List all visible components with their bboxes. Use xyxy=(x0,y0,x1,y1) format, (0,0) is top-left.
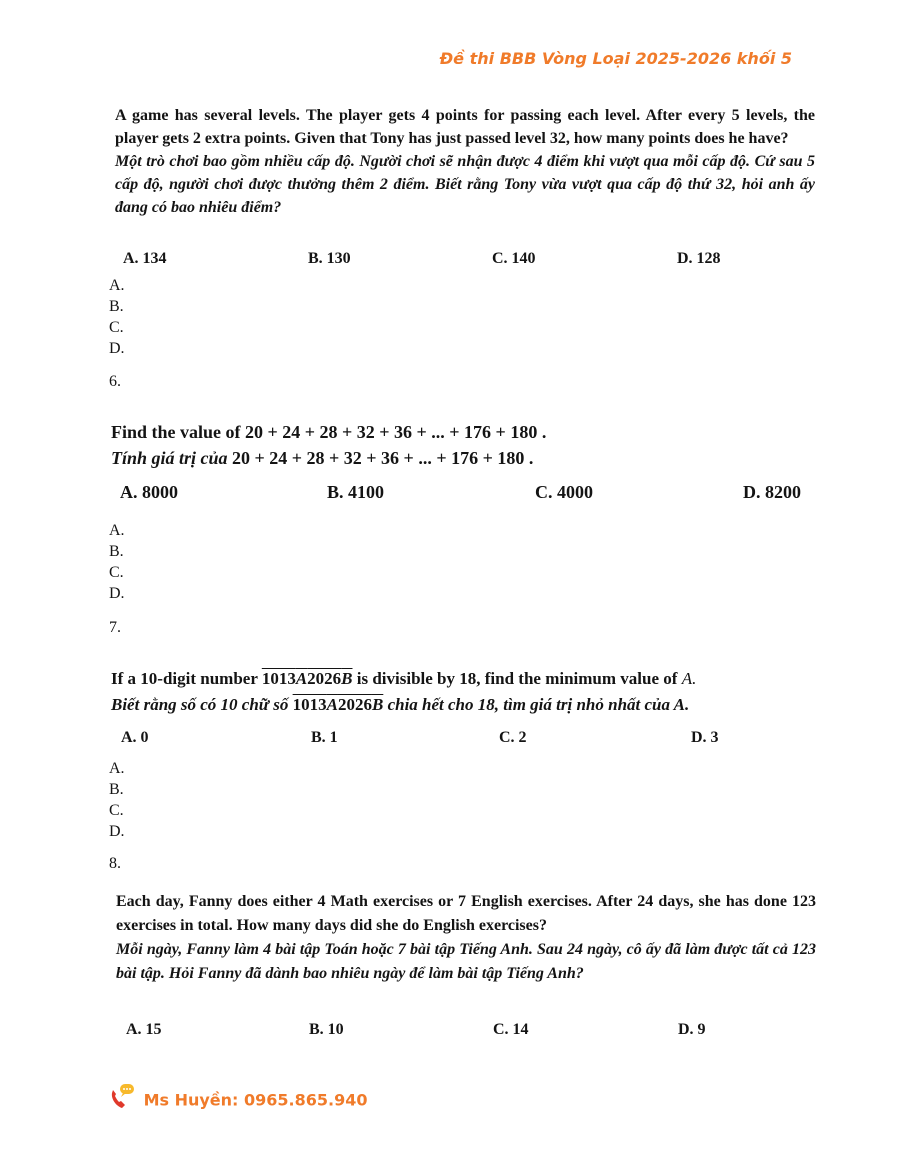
question-prefix-en: Find the value of xyxy=(111,422,241,442)
question-prefix-vi: Biết rằng số có 10 chữ số xyxy=(111,695,289,714)
answer-letter-d: D. xyxy=(109,585,125,602)
answer-letter-a: A. xyxy=(109,522,125,539)
question-text-vi: Mỗi ngày, Fanny làm 4 bài tập Toán hoặc 7 bài tập Tiếng Anh. Sau 24 ngày, cô ấy đã làm được tất cả 123 bài tập. Hỏi Fanny đã dành bao nhiêu ngày để làm bài tập Tiếng Anh? xyxy=(116,941,816,982)
question-number: 7. xyxy=(109,619,121,636)
question-suffix-en: is divisible by 18, find the minimum value of xyxy=(356,669,678,688)
answer-letter-c: C. xyxy=(109,564,124,581)
sum-expression: 20 + 24 + 28 + 32 + 36 + ... + 176 + 180 . xyxy=(245,422,547,442)
question-suffix-vi: chia hết cho 18, tìm giá trị nhỏ nhất của A. xyxy=(387,695,690,714)
choice-a[interactable]: A. 0 xyxy=(121,729,149,746)
choice-a[interactable]: A. 8000 xyxy=(120,482,178,502)
answer-letter-b: B. xyxy=(109,543,124,560)
footer-contact-text: Ms Huyền: 0965.865.940 xyxy=(143,1090,368,1110)
choices-row xyxy=(116,1021,816,1043)
choice-d[interactable]: D. 128 xyxy=(677,250,721,267)
choice-c[interactable]: C. 140 xyxy=(492,250,536,267)
choice-d[interactable]: D. 3 xyxy=(691,729,719,746)
choices-row xyxy=(111,729,811,751)
question-text-en: Each day, Fanny does either 4 Math exercises or 7 English exercises. After 24 days, she has done 123 exercises in total. How many days did she do English exercises? xyxy=(116,893,816,934)
question-prefix-en: If a 10-digit number xyxy=(111,669,258,688)
answer-letters xyxy=(109,275,125,359)
answer-letter-a: A. xyxy=(109,277,125,294)
choice-d[interactable]: D. 8200 xyxy=(743,482,801,502)
question-8 xyxy=(116,890,816,986)
footer-contact xyxy=(108,1087,368,1115)
choice-b[interactable]: B. 10 xyxy=(309,1021,344,1038)
question-text-en xyxy=(111,666,821,692)
choice-b[interactable]: B. 4100 xyxy=(327,482,385,502)
phone-chat-icon xyxy=(108,1083,138,1111)
question-text-vi xyxy=(111,445,811,471)
question-6 xyxy=(111,419,811,471)
ten-digit-number: 1013A2026B xyxy=(261,669,353,688)
question-text-en: A game has several levels. The player gets 4 points for passing each level. After every 5 levels, the player gets 2 extra points. Given that Tony has just passed level 32, how many points does he have? xyxy=(115,107,815,147)
choices-row xyxy=(115,250,815,272)
ten-digit-number: 1013A2026B xyxy=(292,695,384,714)
choice-c[interactable]: C. 4000 xyxy=(535,482,593,502)
page-header-title: Đề thi BBB Vòng Loại 2025-2026 khối 5 xyxy=(439,49,792,68)
sum-expression: 20 + 24 + 28 + 32 + 36 + ... + 176 + 180 . xyxy=(232,448,534,468)
choice-a[interactable]: A. 134 xyxy=(123,250,167,267)
question-prefix-vi: Tính giá trị của xyxy=(111,448,228,468)
answer-letter-b: B. xyxy=(109,298,124,315)
variable-a: A. xyxy=(681,669,697,688)
choice-b[interactable]: B. 1 xyxy=(311,729,338,746)
question-number: 6. xyxy=(109,373,121,390)
question-7 xyxy=(111,666,821,718)
answer-letter-d: D. xyxy=(109,823,125,840)
question-text-vi xyxy=(111,692,821,718)
choice-a[interactable]: A. 15 xyxy=(126,1021,162,1038)
choice-c[interactable]: C. 2 xyxy=(499,729,527,746)
question-5 xyxy=(115,104,815,219)
answer-letter-c: C. xyxy=(109,802,124,819)
question-text-en xyxy=(111,419,811,445)
answer-letter-d: D. xyxy=(109,340,125,357)
choices-row xyxy=(111,482,813,506)
answer-letter-a: A. xyxy=(109,760,125,777)
answer-letters xyxy=(109,520,125,604)
question-number: 8. xyxy=(109,855,121,872)
answer-letters xyxy=(109,758,125,842)
answer-letter-c: C. xyxy=(109,319,124,336)
question-text-vi: Một trò chơi bao gồm nhiều cấp độ. Người chơi sẽ nhận được 4 điểm khi vượt qua mỗi cấp độ. Cứ sau 5 cấp độ, người chơi được thưởng thêm 2 điểm. Biết rằng Tony vừa vượt qua cấp độ thứ 32, hỏi anh ấy đang có bao nhiêu điểm? xyxy=(115,153,815,216)
answer-letter-b: B. xyxy=(109,781,124,798)
choice-b[interactable]: B. 130 xyxy=(308,250,351,267)
choice-d[interactable]: D. 9 xyxy=(678,1021,706,1038)
choice-c[interactable]: C. 14 xyxy=(493,1021,529,1038)
